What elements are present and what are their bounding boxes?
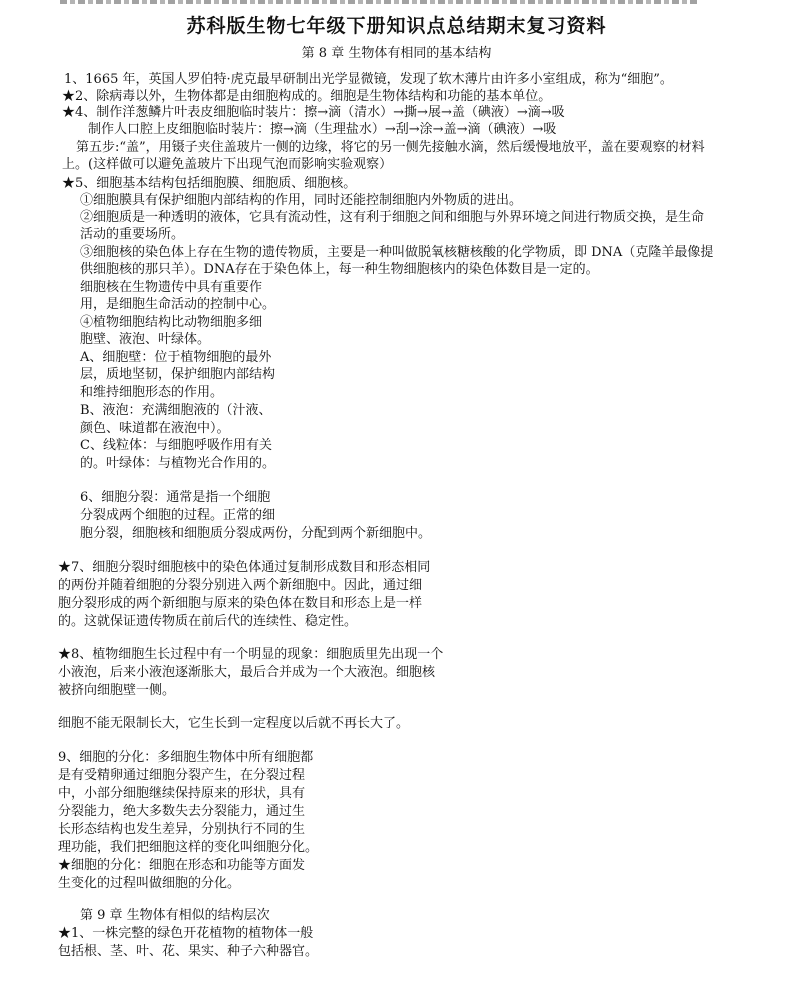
- text-line: 理功能，我们把细胞这样的变化叫细胞分化。: [58, 840, 319, 855]
- text-line: 中，小部分细胞继续保持原来的形状，具有: [58, 786, 306, 801]
- text-line: ★7、细胞分裂时细胞核中的染色体通过复制形成数目和形态相同: [58, 560, 431, 575]
- text-line: ★细胞的分化：细胞在形态和功能等方面发: [58, 858, 306, 873]
- text-line: 颜色、味道都在液泡中）。: [80, 421, 230, 436]
- text-line: 9、细胞的分化：多细胞生物体中所有细胞都: [58, 750, 314, 765]
- text-line: 包括根、茎、叶、花、果实、种子六种器官。: [58, 944, 319, 959]
- text-line: ①细胞膜具有保护细胞内部结构的作用，同时还能控制细胞内外物质的进出。: [80, 193, 523, 208]
- text-line: 的。这就保证遗传物质在前后代的连续性、稳定性。: [58, 614, 358, 629]
- text-line: ③细胞核的染色体上存在生物的遗传物质，主要是一种叫做脱氧核糖核酸的化学物质，即 DNA（克隆羊最像提: [80, 245, 714, 260]
- text-line: C、线粒体：与细胞呼吸作用有关: [80, 438, 272, 453]
- text-line: 上。(这样做可以避免盖玻片下出现气泡而影响实验观察）: [62, 157, 393, 172]
- text-line: ④植物细胞结构比动物细胞多细: [80, 315, 263, 330]
- text-line: 制作人口腔上皮细胞临时装片：擦→滴（生理盐水）→刮→涂→盖→滴（碘液）→吸: [88, 122, 557, 137]
- text-line: 分裂成两个细胞的过程。正常的细: [80, 508, 276, 523]
- document-title: 苏科版生物七年级下册知识点总结期末复习资料: [186, 15, 607, 37]
- text-line: 细胞不能无限制长大，它生长到一定程度以后就不再长大了。: [58, 716, 410, 731]
- text-line: 用，是细胞生命活动的控制中心。: [80, 297, 276, 312]
- text-line: 活动的重要场所。: [80, 227, 185, 242]
- chapter-8-heading: 第 8 章 生物体有相同的基本结构: [301, 46, 492, 61]
- text-line: 长形态结构也发生差异，分别执行不同的生: [58, 822, 306, 837]
- text-line: ★2、除病毒以外，生物体都是由细胞构成的。细胞是生物体结构和功能的基本单位。: [62, 89, 552, 104]
- text-line: ★1、一株完整的绿色开花植物的植物体一般: [58, 926, 314, 941]
- text-line: 的。叶绿体：与植物光合作用的。: [80, 456, 276, 471]
- text-line: 是有受精卵通过细胞分裂产生，在分裂过程: [58, 768, 306, 783]
- text-line: 小液泡，后来小液泡逐渐胀大，最后合并成为一个大液泡。细胞核: [58, 665, 436, 680]
- cropped-header-strip: [60, 0, 700, 4]
- text-line: 和维持细胞形态的作用。: [80, 385, 224, 400]
- text-line: ★8、植物细胞生长过程中有一个明显的现象：细胞质里先出现一个: [58, 647, 444, 662]
- text-line: 6、细胞分裂：通常是指一个细胞: [80, 490, 271, 505]
- text-line: 被挤向细胞壁一侧。: [58, 683, 176, 698]
- text-line: 1、1665 年，英国人罗伯特·虎克最早研制出光学显微镜，发现了软木薄片由许多小室组成，称为“细胞”。: [64, 72, 673, 87]
- text-line: 生变化的过程叫做细胞的分化。: [58, 876, 241, 891]
- text-line: 层，质地坚韧，保护细胞内部结构: [80, 367, 276, 382]
- text-line: ★4、制作洋葱鳞片叶表皮细胞临时装片：擦→滴（清水）→撕→展→盖（碘液）→滴→吸: [62, 105, 565, 120]
- text-line: ★5、细胞基本结构包括细胞膜、细胞质、细胞核。: [62, 176, 357, 191]
- text-line: 供细胞核的那只羊）。DNA存在于染色体上，每一种生物细胞核内的染色体数目是一定的。: [80, 262, 599, 277]
- text-line: A、细胞壁：位于植物细胞的最外: [80, 350, 272, 365]
- text-line: 细胞核在生物遗传中具有重要作: [80, 280, 263, 295]
- chapter-9-heading: 第 9 章 生物体有相似的结构层次: [80, 908, 270, 923]
- text-line: 第五步:“盖”，用镊子夹住盖玻片一侧的边缘，将它的另一侧先接触水滴，然后缓慢地放平，盖在要观察的材料: [76, 140, 705, 155]
- text-line: 胞分裂，细胞核和细胞质分裂成两份，分配到两个新细胞中。: [80, 526, 432, 541]
- text-line: 的两份并随着细胞的分裂分别进入两个新细胞中。因此，通过细: [58, 578, 423, 593]
- text-line: B、液泡：充满细胞液的（汁液、: [80, 403, 272, 418]
- text-line: 胞分裂形成的两个新细胞与原来的染色体在数目和形态上是一样: [58, 596, 423, 611]
- text-line: 胞壁、液泡、叶绿体。: [80, 332, 211, 347]
- text-line: 分裂能力，绝大多数失去分裂能力，通过生: [58, 804, 306, 819]
- text-line: ②细胞质是一种透明的液体，它具有流动性，这有利于细胞之间和细胞与外界环境之间进行物质交换，是生命: [80, 210, 705, 225]
